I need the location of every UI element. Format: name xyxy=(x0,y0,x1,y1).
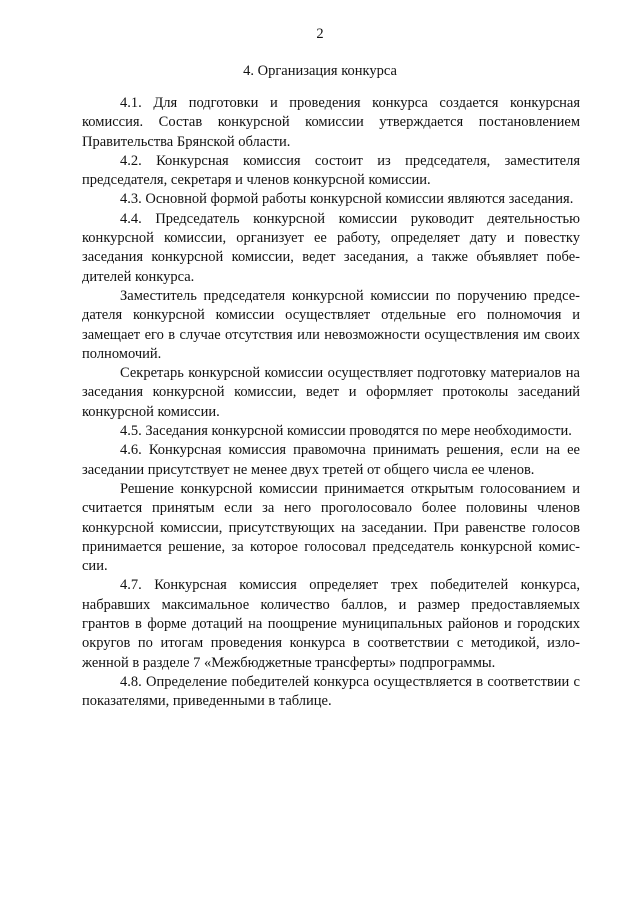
paragraph-4-8: 4.8. Определение победителей конкурса осуществляется в соответствии с показателями, приведенными в таблице. xyxy=(82,673,580,710)
paragraph-4-6: 4.6. Конкурсная комиссия правомочна принимать решения, если на ее заседании присутствует не менее двух третей от общего числа ее членов. xyxy=(82,442,580,478)
paragraph-4-4: 4.4. Председатель конкурсной комиссии руководит деятельностью конкурсной комиссии, организует ее работу, определяет дату и повестку заседания конкурсной комиссии, ведет заседания, а также объявляет победителей конкурса. xyxy=(82,210,580,285)
paragraph-secretary: Секретарь конкурсной комиссии осуществляет подготовку материалов на заседания конкурсной комиссии, ведет и оформляет протоколы заседаний конкурсной комиссии. xyxy=(82,365,580,420)
page-number: 2 xyxy=(316,26,324,42)
paragraph-4-3: 4.3. Основной формой работы конкурсной комиссии являются заседания. xyxy=(120,191,574,208)
paragraph-4-5: 4.5. Заседания конкурсной комиссии проводятся по мере необходимости. xyxy=(120,423,572,440)
paragraph-deputy-chair: Заместитель председателя конкурсной комиссии по поручению председателя конкурсной комиссии осуществляет отдельные его полномочия и замещает его в случае отсутствия или невозможности осуществления им своих полномочий. xyxy=(82,287,580,362)
section-title: 4. Организация конкурса xyxy=(243,63,397,79)
paragraph-decision: Решение конкурсной комиссии принимается открытым голосованием и считается принятым если за него проголосовало более половины членов конкурсной комиссии, присутствующих на заседании. При равенстве голосов принимается решение, за которое голосовал председатель конкурсной комиссии. xyxy=(82,480,580,575)
paragraph-4-1: 4.1. Для подготовки и проведения конкурса создается конкурсная комиссия. Состав конкурсной комиссии утверждается постановлением Правительства Брянской области. xyxy=(82,95,580,150)
paragraph-4-7: 4.7. Конкурсная комиссия определяет трех победителей конкурса, набравших максимальное количество баллов, и размер предоставляемых грантов в форме дотаций на поощрение муниципальных районов и городских округов по итогам проведения конкурса в соответствии с методикой, изложенной в разделе 7 «Межбюджетные трансферты» подпрограммы. xyxy=(82,577,580,671)
paragraph-4-2: 4.2. Конкурсная комиссия состоит из председателя, заместителя председателя, секретаря и членов конкурсной комиссии. xyxy=(82,152,580,189)
document-body xyxy=(82,94,580,712)
